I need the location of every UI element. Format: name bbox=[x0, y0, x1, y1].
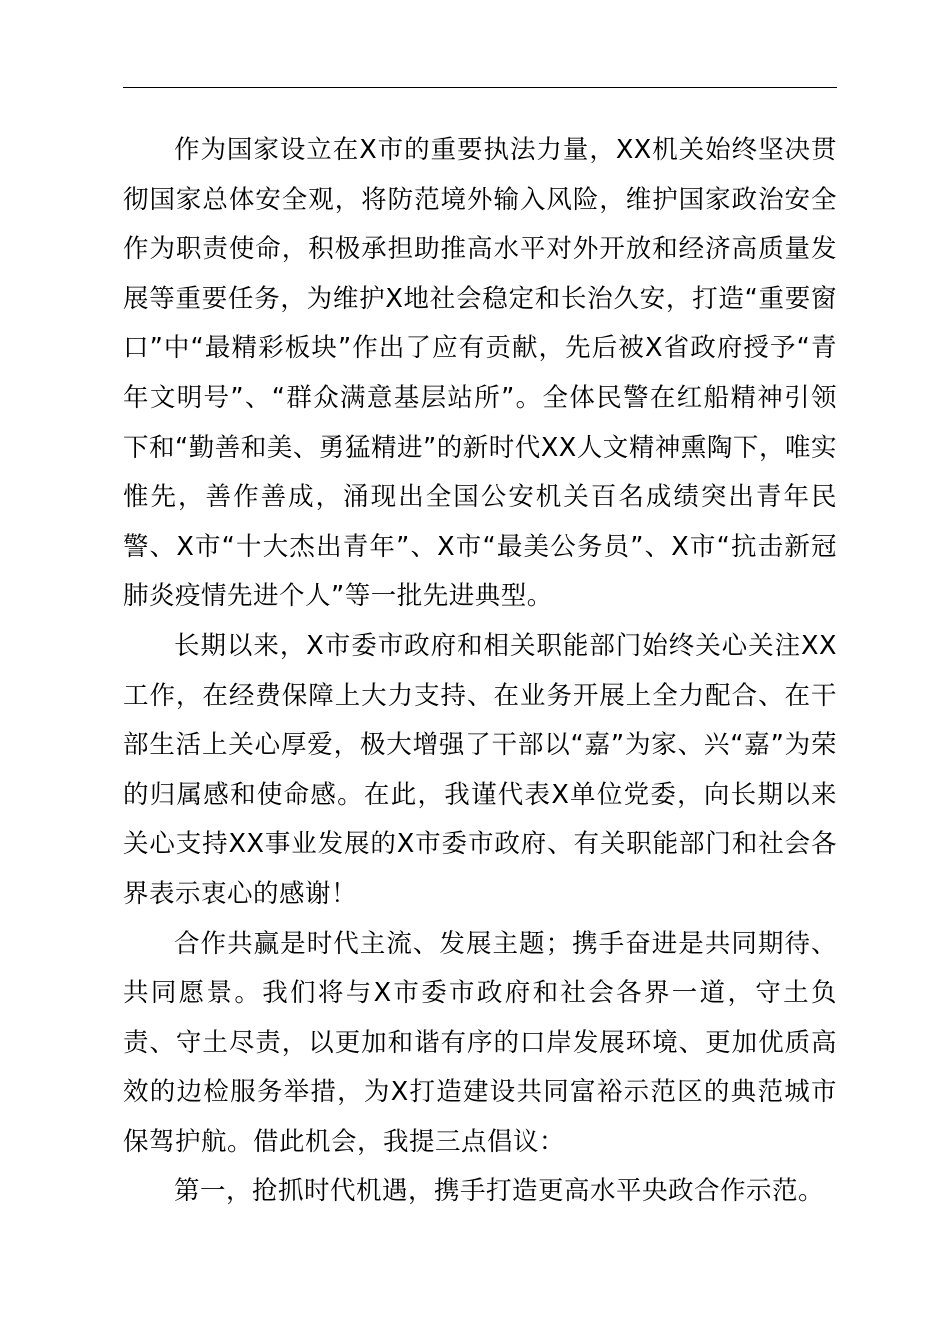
paragraph-proposal-one: 第一，抢抓时代机遇，携手打造更高水平央政合作示范。 bbox=[174, 1176, 825, 1207]
paragraph-cooperation: 合作共赢是时代主流、发展主题；携手奋进是共同期待、共同愿景。我们将与X市委市政府和社会各界一道，守土负责、守土尽责，以更加和谐有序的口岸发展环境、更加优质高效的边检服务举措，为X打造建设共同富裕示范区的典范城市保驾护航。借此机会，我提三点倡议： bbox=[123, 928, 837, 1157]
paragraph-thanks: 长期以来，X市委市政府和相关职能部门始终关心关注XX工作，在经费保障上大力支持、在业务开展上全力配合、在干部生活上关心厚爱，极大增强了干部以“嘉”为家、兴“嘉”为荣的归属感和使命感。在此，我谨代表X单位党委，向长期以来关心支持XX事业发展的X市委市政府、有关职能部门和社会各界表示衷心的感谢！ bbox=[123, 630, 837, 909]
document-body bbox=[123, 126, 837, 1217]
paragraph-achievements: 作为国家设立在X市的重要执法力量，XX机关始终坚决贯彻国家总体安全观，将防范境外输入风险，维护国家政治安全作为职责使命，积极承担助推高水平对外开放和经济高质量发展等重要任务，为维护X地社会稳定和长治久安，打造“重要窗口”中“最精彩板块”作出了应有贡献，先后被X省政府授予“青年文明号”、“群众满意基层站所”。全体民警在红船精神引领下和“勤善和美、勇猛精进”的新时代XX人文精神熏陶下，唯实惟先，善作善成，涌现出全国公安机关百名成绩突出青年民警、X市“十大杰出青年”、X市“最美公务员”、X市“抗击新冠肺炎疫情先进个人”等一批先进典型。 bbox=[123, 135, 837, 612]
header-divider bbox=[123, 87, 837, 88]
